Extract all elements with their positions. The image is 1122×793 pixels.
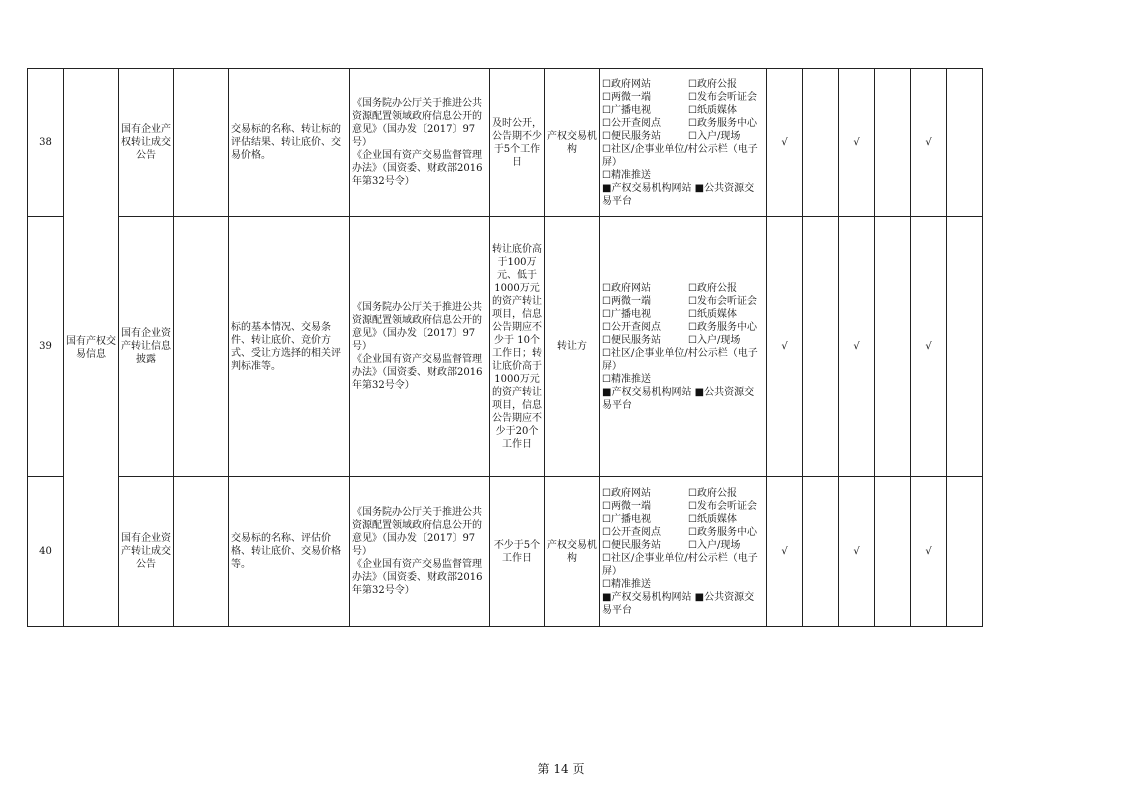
item-name: 国有企业产权转让成交公告 [119,69,174,217]
channel-item: ☐精准推送 [602,578,651,590]
channel-item: ☐社区/企事业单位/村公示栏（电子屏） [602,143,758,168]
content-cell: 交易标的名称、评估价格、转让底价、交易价格等。 [229,477,350,627]
blank-cell [174,69,229,217]
blank-cell [174,217,229,477]
channel-item: ☐政府公报 [688,282,737,294]
basis-line: 《企业国有资产交易监督管理办法》（国资委、财政部2016年第32号令） [352,150,483,187]
channel-item: ■产权交易机构网站 ■公共资源交易平台 [602,182,755,207]
table-row [28,477,983,627]
channels-cell [600,217,767,477]
check-mark: √ [839,477,875,627]
channel-item: ☐精准推送 [602,373,651,385]
basis-cell [350,477,490,627]
check-mark: √ [911,69,947,217]
channel-item: ☐政府公报 [688,78,737,90]
basis-cell [350,217,490,477]
channel-item: ☐社区/企事业单位/村公示栏（电子屏） [602,347,758,372]
channel-item: ☐广播电视 [602,308,651,320]
basis-line: 《国务院办公厅关于推进公共资源配置领域政府信息公开的意见》（国办发〔2017〕97号） [352,507,482,557]
subject-cell: 产权交易机构 [545,69,600,217]
basis-line: 《企业国有资产交易监督管理办法》（国资委、财政部2016年第32号令） [352,354,483,391]
item-name: 国有企业资产转让信息披露 [119,217,174,477]
table-row [28,217,983,477]
channel-item: ☐广播电视 [602,513,651,525]
row-number: 40 [28,477,64,627]
channel-item: ☐政务服务中心 [688,526,757,538]
check-mark [947,217,983,477]
channel-item: ☐入户/现场 [688,334,741,346]
channel-item: ☐便民服务站 [602,539,661,551]
channel-item: ☐纸质媒体 [688,513,737,525]
basis-line: 《国务院办公厅关于推进公共资源配置领域政府信息公开的意见》（国办发〔2017〕97号） [352,98,482,148]
channel-item: ☐社区/企事业单位/村公示栏（电子屏） [602,552,758,577]
subject-cell: 转让方 [545,217,600,477]
channel-item: ☐两微一端 [602,500,651,512]
channel-item: ☐发布会听证会 [688,295,757,307]
item-name: 国有企业资产转让成交公告 [119,477,174,627]
check-mark [875,217,911,477]
check-mark [803,69,839,217]
channel-item: ■产权交易机构网站 ■公共资源交易平台 [602,386,755,411]
channel-item: ☐公开查阅点 [602,117,661,129]
check-mark: √ [767,217,803,477]
channel-item: ☐政府网站 [602,78,651,90]
channel-item: ☐公开查阅点 [602,321,661,333]
channel-item: ☐入户/现场 [688,130,741,142]
row-number: 39 [28,217,64,477]
channel-item: ☐发布会听证会 [688,500,757,512]
check-mark [947,477,983,627]
channel-item: ☐政务服务中心 [688,117,757,129]
time-limit-cell: 转让底价高于100万元、低于1000万元的资产转让项目，信息公告期应不少于 10个工作日；转让底价高于1000万元的资产转让项目，信息公告期应不少于20个工作日 [490,217,545,477]
check-mark [875,69,911,217]
content-cell: 标的基本情况、交易条件、转让底价、竞价方式、受让方选择的相关评判标准等。 [229,217,350,477]
channel-item: ☐政府公报 [688,487,737,499]
channel-item: ☐纸质媒体 [688,308,737,320]
channel-item: ☐政务服务中心 [688,321,757,333]
channel-item: ☐两微一端 [602,295,651,307]
check-mark [803,477,839,627]
channel-item: ☐入户/现场 [688,539,741,551]
channel-item: ☐政府网站 [602,282,651,294]
check-mark: √ [839,217,875,477]
basis-cell [350,69,490,217]
channels-cell [600,69,767,217]
channel-item: ☐广播电视 [602,104,651,116]
time-limit-cell: 不少于5个工作日 [490,477,545,627]
check-mark: √ [767,69,803,217]
channel-item: ☐纸质媒体 [688,104,737,116]
channel-item: ☐便民服务站 [602,130,661,142]
check-mark [875,477,911,627]
channel-item: ☐便民服务站 [602,334,661,346]
channel-item: ☐两微一端 [602,91,651,103]
time-limit-cell: 及时公开，公告期不少于5个工作日 [490,69,545,217]
blank-cell [174,477,229,627]
check-mark [947,69,983,217]
channels-cell [600,477,767,627]
check-mark [803,217,839,477]
check-mark: √ [767,477,803,627]
content-cell: 交易标的名称、转让标的评估结果、转让底价、交易价格。 [229,69,350,217]
basis-line: 《国务院办公厅关于推进公共资源配置领域政府信息公开的意见》（国办发〔2017〕97号） [352,302,482,352]
page-number: 第 14 页 [537,762,585,776]
channel-item: ☐政府网站 [602,487,651,499]
channel-item: ☐公开查阅点 [602,526,661,538]
channel-item: ■产权交易机构网站 ■公共资源交易平台 [602,591,755,616]
disclosure-table [27,68,983,627]
check-mark: √ [839,69,875,217]
basis-line: 《企业国有资产交易监督管理办法》（国资委、财政部2016年第32号令） [352,559,483,596]
channel-item: ☐精准推送 [602,169,651,181]
table-row [28,69,983,217]
row-number: 38 [28,69,64,217]
category-cell: 国有产权交易信息 [64,69,119,627]
check-mark: √ [911,217,947,477]
subject-cell: 产权交易机构 [545,477,600,627]
channel-item: ☐发布会听证会 [688,91,757,103]
check-mark: √ [911,477,947,627]
